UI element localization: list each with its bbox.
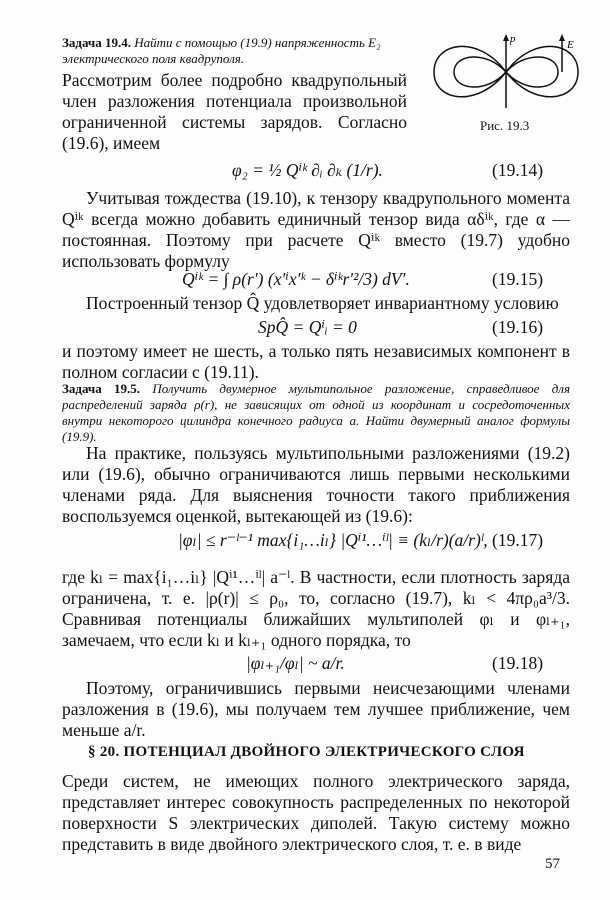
figure-19-3	[426, 28, 586, 110]
task-19-5-text: Получить двумерное мультипольное разложение, справедливое для распределений заряда ρ(r), не зависящих от одной из координат и сосредоточенных внутри некоторого цилиндра конечного радиуса a. Найти двумерный аналог формулы (19.9).	[62, 381, 571, 444]
paragraph-7: Поэтому, ограничившись первыми неисчезающими членами разложения в (19.6), мы получаем тем лучшее приближение, чем меньше a/r.	[62, 678, 570, 740]
task-19-4	[62, 35, 407, 67]
paragraph-3: Построенный тензор Q̂ удовлетворяет инвариантному условию	[86, 293, 559, 313]
paragraph-6: где kₗ = max{i₁…iₗ} |Qⁱ¹…ⁱˡ| a⁻ˡ. В частности, если плотность заряда ограничена, т. е. |ρ(r)| ≤ ρ₀, то, согласно (19.7), kₗ < 4πρ₀a³/3. Сравнивая потенциалы ближайших мультиполей φₗ и φₗ₊₁, замечаем, что если kₗ и kₗ₊₁ одного порядка, то	[62, 567, 570, 650]
equation-19-18: |φₗ₊₁/φₗ| ~ a/r.	[246, 653, 345, 673]
equation-19-15-number: (19.15)	[492, 269, 544, 289]
e-arrow-head	[559, 34, 565, 41]
figure-caption: Рис. 19.3	[480, 118, 530, 133]
equation-19-17-number: (19.17)	[492, 530, 544, 550]
paragraph-5: На практике, пользуясь мультипольными разложениями (19.2) или (19.6), обычно ограничиваются лишь первыми несколькими членами ряда. Для выяснения точности такого приближения воспользуемся оценкой, вытекающей из (19.6):	[62, 443, 570, 526]
equation-19-14: φ₂ = ½ Qⁱᵏ ∂ᵢ ∂ₖ (1/r).	[232, 160, 383, 180]
task-19-4-text: Найти с помощью (19.9) напряженность E₂ электрического поля квадруполя.	[62, 35, 381, 66]
equation-19-16-number: (19.16)	[492, 317, 544, 337]
task-19-5	[62, 381, 570, 445]
section-heading: § 20. ПОТЕНЦИАЛ ДВОЙНОГО ЭЛЕКТРИЧЕСКОГО СЛОЯ	[88, 744, 525, 760]
task-19-5-label: Задача 19.5.	[62, 381, 141, 396]
label-p: p	[510, 33, 516, 45]
outer-lobe-right	[506, 46, 578, 96]
equation-19-17: |φₗ| ≤ r⁻ˡ⁻¹ max{i₁…iₗ} |Qⁱ¹…ⁱˡ| ≡ (kₗ/r)(a/r)ˡ,	[178, 530, 488, 550]
inner-lobe-left	[454, 57, 506, 87]
p-arrow-head	[503, 34, 509, 41]
inner-lobe-right	[506, 57, 558, 87]
paragraph-2: Учитывая тождества (19.10), к тензору квадрупольного момента Qⁱᵏ всегда можно добавить единичный тензор вида αδⁱᵏ, где α — постоянная. Поэтому при расчете Qⁱᵏ вместо (19.7) удобно использовать формулу	[62, 188, 570, 271]
page-number: 57	[545, 856, 560, 872]
equation-19-14-number: (19.14)	[492, 160, 544, 180]
equation-19-16: SpQ̂ = Qⁱᵢ = 0	[258, 317, 357, 337]
task-19-4-label: Задача 19.4.	[62, 35, 131, 50]
equation-19-15: Qⁱᵏ = ∫ ρ(r′) (x′ⁱx′ᵏ − δⁱᵏr′²/3) dV′.	[182, 269, 410, 289]
outer-lobe-left	[434, 46, 506, 96]
paragraph-8: Среди систем, не имеющих полного электрического заряда, представляет интерес совокупность распределенных по некоторой поверхности S электрических диполей. Такую систему можно представить в виде двойного электрического слоя, т. е. в виде	[62, 771, 570, 854]
label-e: E	[567, 39, 574, 51]
paragraph-4: и поэтому имеет не шесть, а только пять независимых компонент в полном согласии с (19.11).	[62, 341, 570, 382]
equation-19-18-number: (19.18)	[492, 653, 544, 673]
paragraph-1: Рассмотрим более подробно квадрупольный член разложения потенциала произвольной ограниченной системы зарядов. Согласно (19.6), имеем	[62, 70, 407, 153]
